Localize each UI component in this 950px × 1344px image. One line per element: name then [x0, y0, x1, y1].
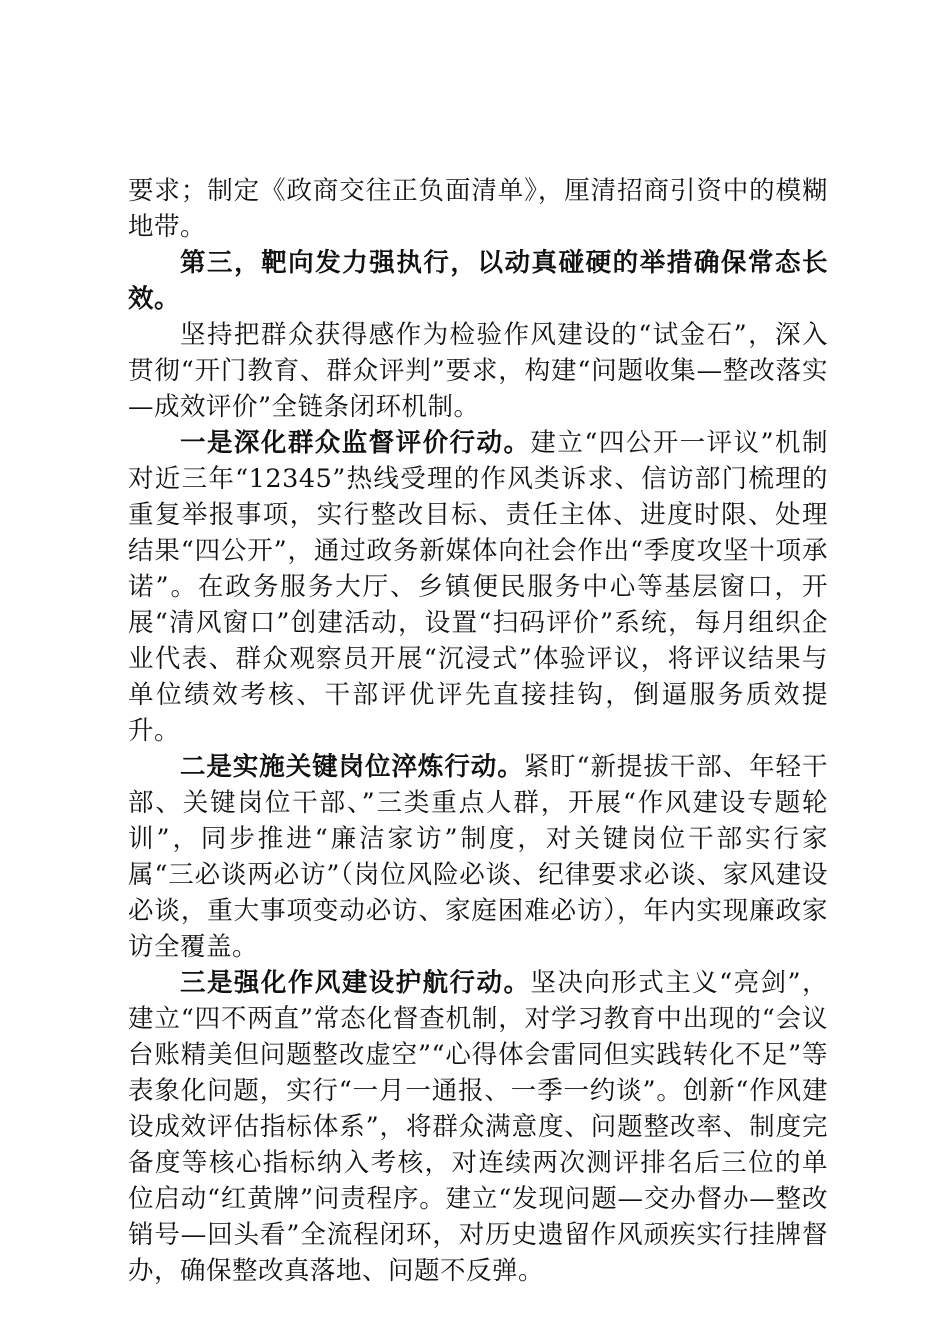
paragraph-text: 紧盯“新提拔干部、年轻干部、关键岗位干部、”三类重点人群，开展“作风建设专题轮训”，同步推进“廉洁家访”制度，对关键岗位干部实行家属“三必谈两必访”（岗位风险必谈、纪律要求必谈、家风建设必谈，重大事项变动必访、家庭困难必访），年内实现廉政家访全覆盖。	[128, 752, 828, 962]
document-page	[128, 173, 828, 1289]
paragraph-item-3	[128, 965, 828, 1289]
paragraph-text: 要求；制定《政商交往正负面清单》，厘清招商引资中的模糊地带。	[128, 176, 828, 242]
section-heading	[128, 245, 828, 317]
paragraph-text: 建立“四公开一评议”机制对近三年“12345”热线受理的作风类诉求、信访部门梳理的重复举报事项，实行整改目标、责任主体、进度时限、处理结果“四公开”，通过政务新媒体向社会作出“季度攻坚十项承诺”。在政务服务大厅、乡镇便民服务中心等基层窗口，开展“清风窗口”创建活动，设置“扫码评价”系统，每月组织企业代表、群众观察员开展“沉浸式”体验评议，将评议结果与单位绩效考核、干部评优评先直接挂钩，倒逼服务质效提升。	[128, 428, 828, 746]
paragraph-item-2	[128, 749, 828, 965]
paragraph-intro	[128, 317, 828, 425]
paragraph-continuation	[128, 173, 828, 245]
paragraph-item-1	[128, 425, 828, 749]
paragraph-text: 坚持把群众获得感作为检验作风建设的“试金石”，深入贯彻“开门教育、群众评判”要求，构建“问题收集—整改落实—成效评价”全链条闭环机制。	[128, 320, 828, 422]
paragraph-lead: 一是深化群众监督评价行动。	[180, 428, 531, 458]
paragraph-lead: 二是实施关键岗位淬炼行动。	[180, 752, 524, 782]
paragraph-text: 坚决向形式主义“亮剑”，建立“四不两直”常态化督查机制，对学习教育中出现的“会议台账精美但问题整改虚空”“心得体会雷同但实践转化不足”等表象化问题，实行“一月一通报、一季一约谈”。创新“作风建设成效评估指标体系”，将群众满意度、问题整改率、制度完备度等核心指标纳入考核，对连续两次测评排名后三位的单位启动“红黄牌”问责程序。建立“发现问题—交办督办—整改销号—回头看”全流程闭环，对历史遗留作风顽疾实行挂牌督办，确保整改真落地、问题不反弹。	[128, 968, 828, 1286]
heading-text: 第三，靶向发力强执行，以动真碰硬的举措确保常态长效。	[128, 248, 828, 314]
paragraph-lead: 三是强化作风建设护航行动。	[180, 968, 531, 998]
